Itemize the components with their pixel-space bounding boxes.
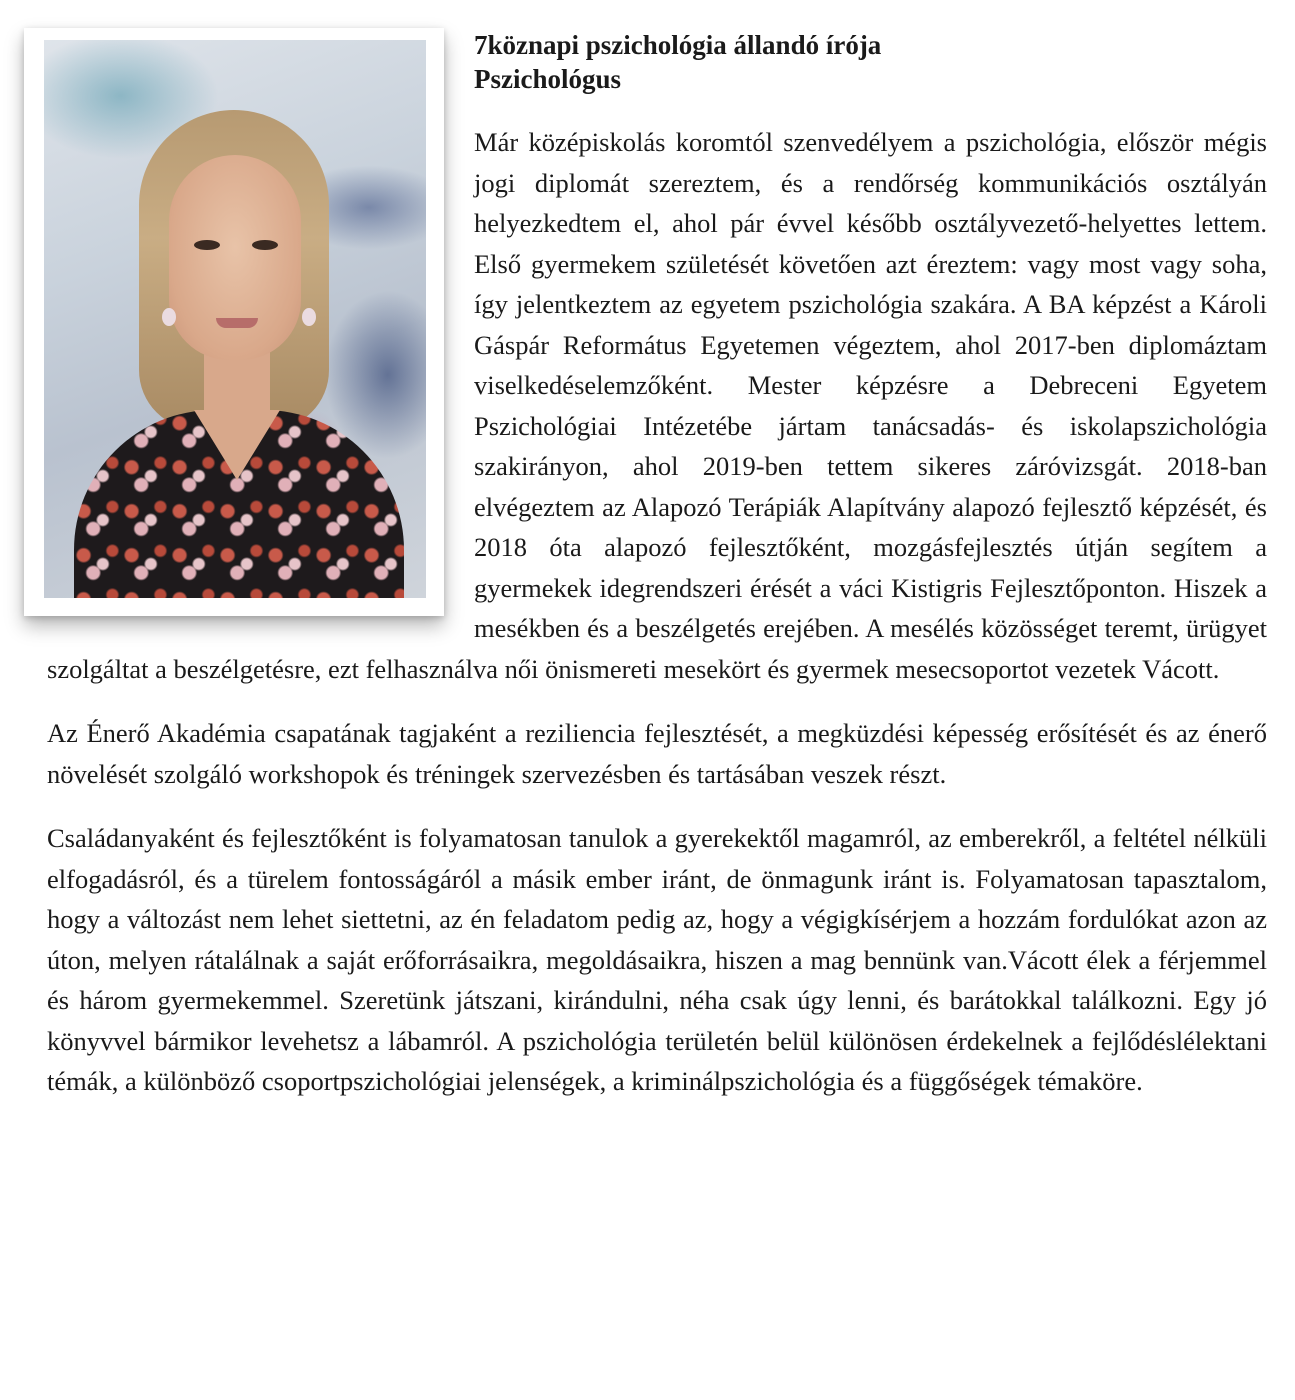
photo-face — [169, 155, 301, 360]
bio-paragraph-3: Családanyaként és fejlesztőként is folyamatosan tanulok a gyerekektől magamról, az emberekről, a feltétel nélküli elfogadásról, és a türelem fontosságáról a másik ember iránt, de önmagunk iránt is. Folyamatosan tapasztalom, hogy a változást nem lehet siettetni, az én feladatom pedig az, hogy a végigkísérjem a hozzám fordulókat azon az úton, melyen rátalálnak a saját erőforrásaikra, megoldásaikra, hiszen a mag bennünk van.Vácott élek a férjemmel és három gyermekemmel. Szeretünk játszani, kirándulni, néha csak úgy lenni, és barátokkal találkozni. Egy jó könyvvel bármikor levehetsz a lábamról. A pszichológia területén belül különösen érdekelnek a fejlődéslélektani témák, a különböző csoportpszichológiai jelenségek, a kriminálpszichológia és a függőségek témaköre. — [47, 823, 1267, 1096]
bio-paragraph-1: Már középiskolás koromtól szenvedélyem a pszichológia, először mégis jogi diplomát szereztem, és a rendőrség kommunikációs osztályán helyezkedtem el, ahol pár évvel később osztályvezető-helyettes lettem. Első gyermekem születését követően azt éreztem: vagy most vagy soha, így jelentkeztem az egyetem pszichológia szakára. A BA képzést a Károli Gáspár Református Egyetemen végeztem, ahol 2017-ben diplomáztam viselkedéselemzőként. Mester képzésre a Debreceni Egyetem Pszichológiai Intézetébe jártam tanácsadás- és iskolapszichológia szakirányon, ahol 2019-ben tettem sikeres záróvizsgát. 2018-ban elvégeztem az Alapozó Terápiák Alapítvány alapozó fejlesztő képzését, és 2018 óta alapozó fejlesztőként, mozgásfejlesztés útján segítem a gyermekek idegrendszeri érését a váci Kistigris Fejlesztőponton. Hiszek a mesékben és a beszélgetés erejében. A mesélés közösséget teremt, ürügyet szolgáltat a beszélgetésre, ezt felhasználva női önismereti mesekört és gyermek mesecsoportot vezetek Vácott. — [47, 127, 1267, 684]
photo-right-eye — [252, 240, 278, 250]
author-portrait-photo — [44, 40, 426, 598]
photo-mouth — [216, 318, 258, 328]
photo-left-earring — [162, 308, 176, 326]
author-title-line: Pszichológus — [474, 64, 622, 94]
bio-paragraph-2: Az Énerő Akadémia csapatának tagjaként a reziliencia fejlesztését, a megküzdési képesség erősítését és az énerő növelését szolgáló workshopok és tréningek szervezésben és tartásában veszek részt. — [47, 718, 1267, 789]
author-role-line: 7köznapi pszichológia állandó írója — [474, 30, 882, 60]
photo-left-eye — [194, 240, 220, 250]
photo-right-earring — [302, 308, 316, 326]
author-photo-frame — [24, 28, 444, 616]
